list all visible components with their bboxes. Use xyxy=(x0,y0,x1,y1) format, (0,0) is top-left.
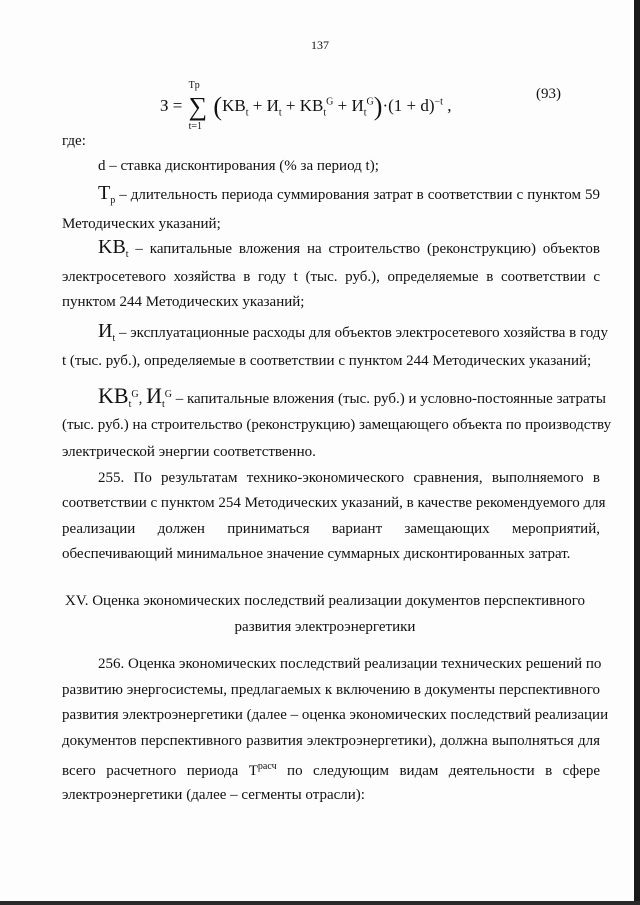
def-kb xyxy=(98,238,600,264)
formula-end: , xyxy=(447,95,452,115)
i-text: – эксплуатационные расходы для объектов электросетевого хозяйства в году xyxy=(115,325,608,341)
where-label: где: xyxy=(62,133,86,149)
paren-close: ) xyxy=(373,92,383,121)
section-heading-line-1: XV. Оценка экономических последствий реализации документов перспективного xyxy=(64,593,586,609)
kbg-sub: t xyxy=(128,399,132,410)
paragraph-255-line-3: реализации должен приниматься вариант замещающих мероприятий, xyxy=(62,521,600,537)
formula-kv-sub: t xyxy=(245,107,249,119)
paragraph-256-line-6: электроэнергетики (далее – сегменты отрасли): xyxy=(62,787,365,803)
formula-kv: KB xyxy=(222,95,246,115)
def-tp xyxy=(98,184,600,210)
paragraph-255-line-4: обеспечивающий минимальное значение суммарных дисконтированных затрат. xyxy=(62,546,571,562)
scan-edge-right xyxy=(634,0,640,905)
kb-symbol: KB xyxy=(98,236,126,258)
equation-number: (93) xyxy=(536,86,561,102)
section-heading-line-2: развития электроэнергетики xyxy=(234,619,416,635)
sum-lower: t=1 xyxy=(188,121,203,132)
def-kbg-cont2: электрической энергии соответственно. xyxy=(62,444,316,460)
formula-lhs: З = xyxy=(160,95,187,115)
formula-kvg-sup: G xyxy=(326,96,334,108)
paragraph-255-line-2: соответствии с пунктом 254 Методических указаний, в качестве рекомендуемого для xyxy=(62,495,606,511)
sum-symbol: ∑ Tp t=1 xyxy=(188,80,208,132)
paragraph-256-line-1: 256. Оценка экономических последствий реализации технических решений по xyxy=(98,656,602,672)
paragraph-255-line-1: 255. По результатам технико-экономического сравнения, выполняемого в xyxy=(98,470,600,486)
formula-ig-sub: t xyxy=(363,107,367,119)
tp-sub: p xyxy=(110,195,116,206)
p256-5sup: расч xyxy=(257,761,277,772)
tp-symbol: T xyxy=(98,182,111,204)
def-kb-cont2: пунктом 244 Методических указаний; xyxy=(62,294,305,310)
formula-ig-sup: G xyxy=(366,96,374,108)
kbg-sup: G xyxy=(131,389,139,400)
def-kb-cont1: электросетевого хозяйства в году t (тыс. руб.), определяемые в соответствии с xyxy=(62,269,600,285)
paragraph-256-line-2: развитию энергосистемы, предлагаемых к включению в документы перспективного xyxy=(62,682,600,698)
formula-plus-2: + xyxy=(285,95,296,115)
sum-upper: Tp xyxy=(188,80,200,91)
paragraph-256-line-5 xyxy=(62,758,600,780)
formula-93 xyxy=(160,80,452,132)
kb-sub: t xyxy=(125,249,129,260)
formula-kvg: KB xyxy=(299,95,324,115)
formula-plus-3: + xyxy=(337,95,348,115)
def-i xyxy=(98,320,608,348)
kbg-text: – капитальные вложения (тыс. руб.) и условно-постоянные затраты xyxy=(171,391,606,407)
kbg-symbol: KB xyxy=(98,383,129,408)
kb-text: – капитальные вложения на строительство (реконструкцию) объектов xyxy=(128,241,600,257)
def-d: d – ставка дисконтирования (% за период t); xyxy=(98,158,379,174)
i-sub: t xyxy=(112,333,116,344)
ig-symbol: И xyxy=(146,383,162,408)
scan-edge-bottom xyxy=(0,901,640,905)
page-number: 137 xyxy=(311,38,329,52)
p256-5a: всего расчетного периода T xyxy=(62,763,258,779)
formula-ig: И xyxy=(351,95,364,115)
ig-sub: t xyxy=(161,399,165,410)
p256-5b: по следующим видам деятельности в сфере xyxy=(276,763,600,779)
formula-i: И xyxy=(266,95,279,115)
def-kbg-cont1: (тыс. руб.) на строительство (реконструкцию) замещающего объекта по производству xyxy=(62,417,612,433)
paragraph-256-line-3: развития электроэнергетики (далее – оценка экономических последствий реализации xyxy=(62,707,609,723)
formula-kvg-sub: t xyxy=(323,107,327,119)
def-i-cont: t (тыс. руб.), определяемые в соответствии с пунктом 244 Методических указаний; xyxy=(62,353,592,369)
paren-open: ( xyxy=(213,92,223,121)
formula-i-sub: t xyxy=(278,107,282,119)
def-tp-cont: Методических указаний; xyxy=(62,216,221,232)
formula-plus-1: + xyxy=(252,95,263,115)
def-kbg: $KB_t^G$, $И_t^G$ – капитальные вложения (тыс. руб.) и условно-постоянные затраты xyxy=(98,383,606,410)
formula-exp: −t xyxy=(434,96,443,108)
ig-sup: G xyxy=(164,389,172,400)
tp-text: – длительность периода суммирования затрат в соответствии с пунктом 59 xyxy=(115,187,600,203)
formula-tail: ·(1 + d) xyxy=(382,95,435,115)
i-symbol: И xyxy=(98,320,113,342)
paragraph-256-line-4: документов перспективного развития электроэнергетики), должна выполняться для xyxy=(62,733,600,749)
